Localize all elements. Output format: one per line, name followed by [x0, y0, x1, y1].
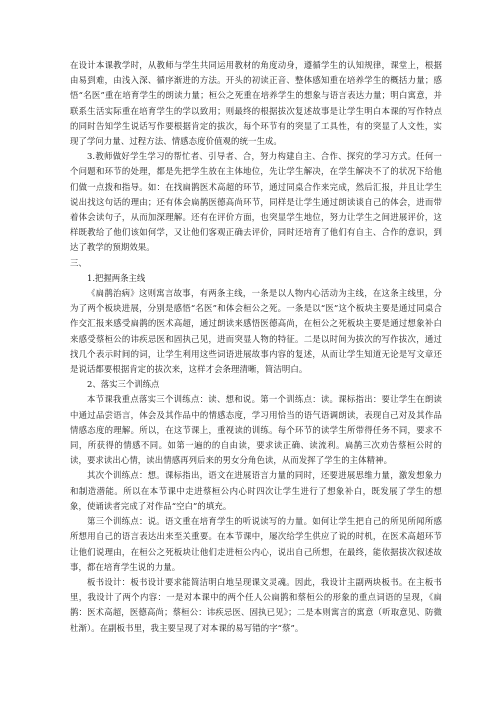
section-heading: 1.把握两条主线 [87, 272, 146, 283]
body-paragraph: 在设计本课教学时，从教师与学生共同运用教材的角度动身，遵循学生的认知规律，课堂上，根据由易到难，由浅入深、循序渐进的方法。开头的初读正音、整体感知重在培养学生的概括力量；感悟“名医”重在培育学生的朗读力量；桓公之死重在培养学生的想象与语言表达力量；明白寓意，并联系生活实际重在培育学生的学以致用；则最终的根据拔次复述故事是让学生明白本课的写作特点的同时告知学生说话写作要根据肯定的拔次，每个环节有的突显了工具性，有的突显了人文性，实现了学问力量、过程方法、情感态度价值观的统一生成。 [70, 60, 442, 147]
body-paragraph: 其次个训练点：想。课标指出，语文在进展语言力量的同时，还要进展思维力量，激发想象力和制造潜能。所以在本节课中走进蔡桓公内心时四次让学生进行了想象补白，既发展了学生的想象，使诵读者完成了对作品“空白”的填充。 [70, 470, 442, 511]
body-paragraph: 《扁鹊治病》这则寓言故事，有两条主线，一条是以人物内心活动为主线，在这条主线里，分为了两个板块进展，分别是感悟“名医”和体会桓公之死。一条是以“医”这个板块主要是通过同桌合作交汇报来感受扁鹊的医术高超，通过朗读来感悟医德高尚，在桓公之死板块主要是通过想象补白来感受蔡桓公的讳疾忌医和固执己见，进而突显人物的特征。二是以时间为拔次的写作拔次，通过找几个表示时间的词，让学生利用这些词语进展故事内容的复述，从而让学生知道无论是写文章还是说话都要根据肯定的拔次来，这样才会条理清晰，简洁明白。 [70, 288, 442, 375]
body-paragraph: 本节课我重点落实三个训练点：读、想和说。第一个训练点：读。课标指出：要让学生在朗读中通过品尝语言，体会及其作品中的情感态度，学习用恰当的语气语调朗读，表现自己对及其作品情感态度的理解。所以，在这节课上，重视读的训练。每个环节的读学生所带得任务不同，要求不同，所获得的情感不同。如第一遍的的自由读，要求读正确、读流利。扁鹊三次劝告蔡桓公时的读，要求读出心情，读出情感再列后来的男女分角色读，从而发挥了学生的主体精神。 [70, 394, 442, 466]
section-heading: 2、落实三个训练点 [87, 379, 160, 390]
body-paragraph: 板书设计：板书设计要求能简洁明白地呈现课文灵魂。因此，我设计主副两块板书。在主板书里，我设计了两个内容：一是对本课中的两个任人公扁鹊和蔡桓公的形象的重点词语的呈现，《扁鹊：医术高超，医德高尚；蔡桓公：讳疾忌医、固执已见》；二是本则寓言的寓意（听取意见、防微杜渐）。在副板书里，我主要呈现了对本课的易写错的字“蔡”。 [70, 576, 442, 633]
body-paragraph: 第三个训练点：说。语文重在培育学生的听说读写的力量。如何让学生把自己的所见所闻所感所想用自己的语言表达出来至关重要。在本节课中，屡次给学生供应了说的时机，在医术高超环节让他们说理由，在桓公之死板块让他们走进桓公内心，说出自己所想，在最终，能依据拔次叙述故事，都在培育学生说的力量。 [70, 516, 442, 572]
body-paragraph: 3.教师做好学生学习的帮忙者、引导者、合，努力构建自主、合作、探究的学习方式。任何一个问题和环节的处理，都是先把学生放在主体地位，先让学生解决，在学生解决不了的状况下给他们做一点拨和指导。如：在找扁鹊医术高超的环节，通过同桌合作来完成，然后汇报，并且让学生说出找这句话的理由；还有体会扁鹊医德高尚环节，同样是让学生通过朗读谈自己的体会，进而带着体会读句子，从而加深理解。还有在评价方面，也突显学生地位，努力让学生之间进展评价，这样既教给了他们该如何学，又让他们客观正确去评价，同时还培育了他们有自主、合作的意识，到达了教学的预期效果。 [70, 151, 442, 253]
section-heading: 三、 [70, 257, 87, 268]
